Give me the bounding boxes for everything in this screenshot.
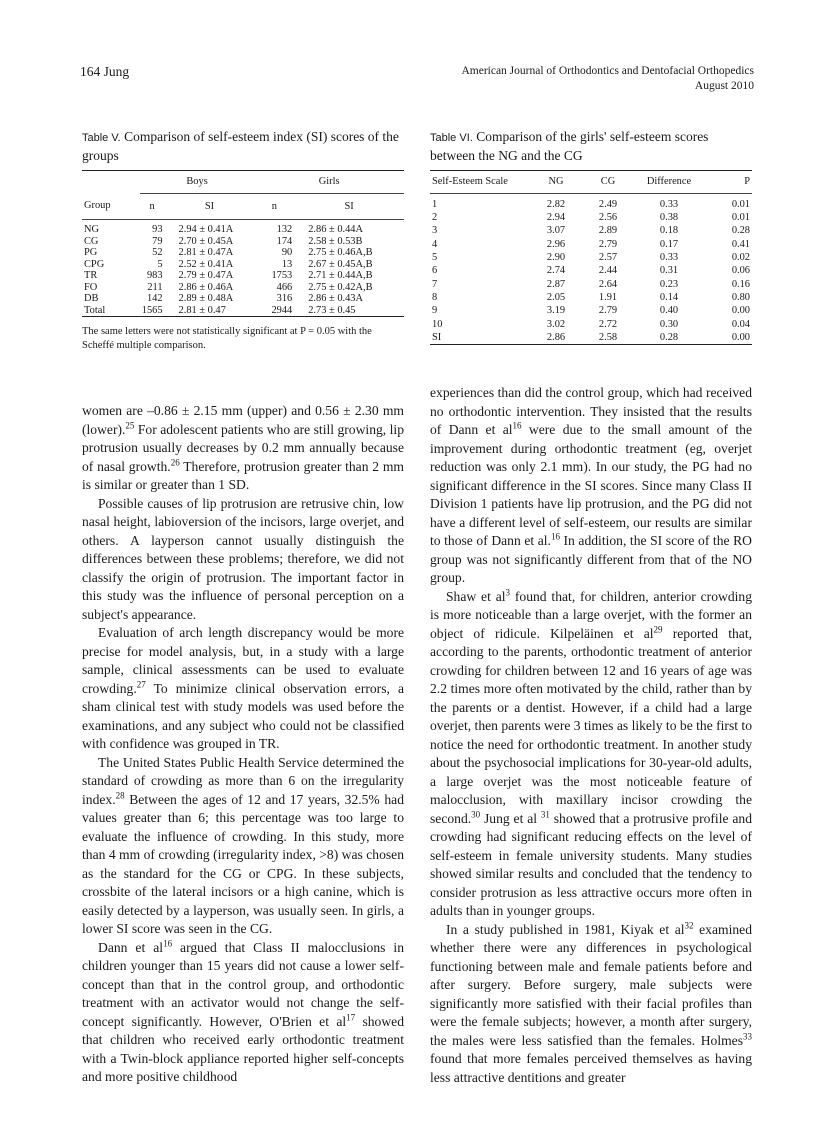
paragraph: Possible causes of lip protrusion are retrusive chin, low nasal height, labioversion of the incisors, large overjet, and others. A layperson cannot usually distinguish the differences between these problems; therefore, we did not classify the origin of protrusion. The important factor in this study was the influence of personal perception on a subject's appearance. bbox=[82, 495, 404, 622]
table-row bbox=[82, 270, 404, 282]
cell-boys-n: 211 bbox=[147, 281, 163, 293]
cell-girls-si: 2.86 ± 0.44A bbox=[308, 224, 364, 235]
table-row bbox=[430, 238, 752, 251]
running-header-right bbox=[461, 64, 754, 94]
cell-group: Total bbox=[84, 304, 106, 316]
issue-date: August 2010 bbox=[694, 80, 754, 92]
table-5-caption bbox=[82, 128, 404, 164]
table-cell: 3.02 bbox=[546, 318, 566, 330]
table-5-block bbox=[82, 128, 404, 353]
table-cell: 2.49 bbox=[598, 198, 618, 210]
table-row bbox=[430, 318, 752, 331]
table-cell: 0.04 bbox=[731, 318, 750, 330]
table-cell: 2.90 bbox=[546, 252, 566, 264]
table-row bbox=[430, 331, 752, 345]
journal-name: American Journal of Orthodontics and Dentofacial Orthopedics bbox=[461, 65, 754, 77]
cell-boys-si: 2.86 ± 0.46A bbox=[178, 281, 234, 293]
table-row bbox=[82, 259, 404, 271]
col-header-group: Group bbox=[84, 200, 111, 212]
table-cell: 2.72 bbox=[598, 318, 618, 330]
table-row bbox=[430, 225, 752, 238]
cell-boys-n: 983 bbox=[146, 270, 163, 281]
table-row bbox=[430, 211, 752, 224]
cell-boys-si: 2.81 ± 0.47 bbox=[178, 304, 226, 316]
girls-header: Girls bbox=[318, 176, 340, 187]
cell-boys-si: 2.81 ± 0.47A bbox=[178, 247, 234, 258]
table-cell: 9 bbox=[432, 305, 438, 317]
col-header: NG bbox=[548, 176, 564, 188]
table-6 bbox=[430, 170, 752, 349]
table-cell: 1 bbox=[432, 198, 438, 210]
table-6-label: Table VI. bbox=[430, 132, 473, 144]
boys-header: Boys bbox=[186, 176, 208, 187]
cell-boys-n: 79 bbox=[152, 235, 163, 247]
table-cell: 2.05 bbox=[546, 291, 566, 303]
col-header: CG bbox=[600, 176, 616, 188]
table-cell: 0.00 bbox=[731, 305, 750, 317]
running-header-left: 164 Jung bbox=[80, 64, 130, 79]
table-cell: 2.44 bbox=[598, 265, 618, 277]
table-cell: 0.33 bbox=[659, 252, 679, 264]
table-6-block bbox=[430, 128, 752, 349]
table-cell: 0.38 bbox=[659, 212, 679, 224]
table-cell: 0.18 bbox=[659, 225, 679, 237]
table-cell: 7 bbox=[432, 278, 438, 290]
table-5 bbox=[82, 170, 404, 321]
cell-girls-n: 132 bbox=[276, 224, 293, 235]
table-row bbox=[82, 236, 404, 248]
table-cell: 0.23 bbox=[659, 278, 679, 290]
table-cell: 0.02 bbox=[731, 252, 750, 264]
paragraph: women are –0.86 ± 2.15 mm (upper) and 0.56 ± 2.30 mm (lower).$^{25}$ For adolescent patients who are still growing, lip protrusion usually decreases by 0.2 mm annually because of nasal growth.$^{26}$ Therefore, protrusion greater than 2 mm is similar or greater than 1 SD. bbox=[82, 403, 404, 492]
table-cell: 2.96 bbox=[546, 238, 566, 250]
cell-girls-si: 2.73 ± 0.45 bbox=[308, 304, 356, 316]
table-cell: 5 bbox=[432, 252, 438, 264]
cell-girls-n: 174 bbox=[276, 235, 293, 247]
cell-girls-n: 1753 bbox=[271, 270, 293, 281]
table-row bbox=[82, 305, 404, 317]
table-row bbox=[82, 220, 404, 236]
cell-boys-n: 5 bbox=[157, 258, 163, 270]
table-cell: 0.31 bbox=[659, 265, 679, 277]
table-cell: 0.33 bbox=[659, 198, 679, 210]
cell-girls-n: 316 bbox=[276, 293, 293, 304]
table-cell: 2.87 bbox=[546, 278, 566, 290]
cell-group: TR bbox=[84, 270, 98, 281]
col-header: Self-Esteem Scale bbox=[432, 176, 508, 188]
table-5-label: Table V. bbox=[82, 132, 121, 144]
table-6-title: Comparison of the girls' self-esteem scores between the NG and the CG bbox=[430, 129, 709, 163]
paragraph: experiences than did the control group, which had received no orthodontic intervention. They insisted that the results of Dann et $al^{16}$ were due to the small amount of the improvement during orthodontic treatment (eg, overjet reduction was only 2.1 mm). In our study, the PG had no significant difference in the SI scores. Since many Class II Division 1 patients have lip protrusion, and the PG did not have a different level of self-esteem, our results are similar to those of Dann et al.$^{16}$ In addition, the SI score of the RO group was not significantly different from that of the NO group. bbox=[430, 385, 752, 585]
table-row bbox=[82, 293, 404, 305]
table-cell: 0.40 bbox=[659, 305, 679, 317]
cell-boys-si: 2.94 ± 0.41A bbox=[178, 224, 234, 235]
table-cell: 3 bbox=[432, 225, 438, 237]
cell-girls-si: 2.75 ± 0.46A,B bbox=[308, 247, 373, 258]
table-cell: 8 bbox=[432, 291, 438, 303]
cell-girls-n: 466 bbox=[276, 281, 293, 293]
table-cell: 2.79 bbox=[598, 305, 618, 317]
table-cell: 1.91 bbox=[598, 291, 618, 303]
table-cell: 0.17 bbox=[659, 238, 679, 250]
table-cell: 2.57 bbox=[598, 252, 618, 264]
table-cell: 2.89 bbox=[598, 225, 618, 237]
cell-group: CPG bbox=[84, 258, 105, 270]
cell-group: NG bbox=[84, 224, 100, 235]
table-cell: 2 bbox=[432, 212, 438, 224]
body-left-column bbox=[82, 402, 404, 1087]
table-cell: 0.06 bbox=[731, 265, 750, 277]
table-cell: 2.82 bbox=[546, 198, 566, 210]
col-header: P bbox=[744, 176, 750, 188]
table-row bbox=[430, 251, 752, 264]
col-header-n: n bbox=[254, 193, 294, 220]
cell-boys-n: 93 bbox=[152, 224, 163, 235]
cell-girls-si: 2.86 ± 0.43A bbox=[308, 293, 364, 304]
cell-girls-si: 2.67 ± 0.45A,B bbox=[308, 258, 373, 270]
cell-boys-si: 2.52 ± 0.41A bbox=[178, 258, 234, 270]
cell-girls-n: 13 bbox=[281, 258, 293, 270]
table-6-caption bbox=[430, 128, 752, 164]
table-row bbox=[430, 194, 752, 212]
cell-girls-n: 90 bbox=[281, 247, 293, 258]
table-5-footnote: The same letters were not statistically significant at P = 0.05 with the Scheffé multiple comparison. bbox=[82, 326, 372, 351]
table-cell: 0.30 bbox=[659, 318, 679, 330]
cell-boys-n: 52 bbox=[152, 247, 163, 258]
cell-group: CG bbox=[84, 235, 99, 247]
col-header: Difference bbox=[646, 176, 692, 188]
cell-boys-n: 1565 bbox=[141, 304, 163, 316]
cell-girls-n: 2944 bbox=[271, 304, 293, 316]
table-cell: 0.80 bbox=[731, 291, 750, 303]
paragraph: In a study published in 1981, Kiyak et $al^{32}$ examined whether there were any differences in psychological functioning between male and female patients before and after surgery. Before surgery, male subjects were significantly more satisfied with their facial profiles than were the female subjects; however, a month after surgery, the males were less satisfied than the females. Holmes$^{33}$ found that more females perceived themselves as having less attractive dentitions and greater bbox=[430, 919, 752, 1085]
table-cell: 2.58 bbox=[598, 331, 618, 343]
table-cell: 0.41 bbox=[731, 238, 750, 250]
table-cell: 0.16 bbox=[731, 278, 750, 290]
cell-boys-si: 2.79 ± 0.47A bbox=[178, 270, 234, 281]
body-right-column bbox=[430, 384, 752, 1087]
cell-girls-si: 2.71 ± 0.44A,B bbox=[308, 270, 373, 281]
table-cell: 6 bbox=[432, 265, 438, 277]
col-header-n: n bbox=[140, 193, 165, 220]
paragraph: The United States Public Health Service determined the standard of crowding as more than 6 on the irregularity index.$^{28}$ Between the ages of 12 and 17 years, 32.5% had values greater than 6; this percentage was too large to evaluate the influence of crowding. In this study, more than 4 mm of crowding (irregularity index, >8) was chosen as the standard for the CG or CPG. In these subjects, crossbite of the lateral incisors or a high canine, which is easily detected by a layperson, was usually seen. In girls, a lower SI score was seen in the CG. bbox=[82, 754, 404, 936]
table-cell: 2.64 bbox=[598, 278, 618, 290]
table-cell: 3.07 bbox=[546, 225, 566, 237]
table-cell: 0.01 bbox=[731, 198, 750, 210]
table-row bbox=[430, 264, 752, 277]
table-cell: 0.28 bbox=[731, 225, 750, 237]
col-header-si: SI bbox=[165, 193, 255, 220]
table-cell: 4 bbox=[432, 238, 438, 250]
cell-group: DB bbox=[84, 293, 99, 304]
table-row bbox=[430, 304, 752, 317]
col-header-si: SI bbox=[294, 193, 404, 220]
table-row bbox=[82, 282, 404, 294]
table-cell: SI bbox=[432, 331, 442, 343]
paragraph: Evaluation of arch length discrepancy would be more precise for model analysis, but, in a study with a large sample, clinical assessments can be used to evaluate crowding.$^{27}$ To minimize clinical observation errors, a sham clinical test with study models was used before the examinations, and any subject who could not be classified with confidence was grouped in TR. bbox=[82, 625, 404, 751]
table-cell: 2.86 bbox=[546, 331, 566, 343]
cell-group: PG bbox=[84, 247, 98, 258]
table-cell: 2.56 bbox=[598, 212, 618, 224]
table-row bbox=[430, 278, 752, 291]
cell-girls-si: 2.58 ± 0.53B bbox=[308, 235, 363, 247]
table-cell: 2.94 bbox=[546, 212, 566, 224]
paragraph: Shaw et $al^3$ found that, for children, anterior crowding is more noticeable than a large overjet, with the former an object of ridicule. Kilpeläinen et $al^{29}$ reported that, according to the parents, orthodontic treatment of anterior crowding for children between 12 and 16 years of age was 2.2 times more often motivated by the child, rather than by the parents or a dentist. However, if a child had a large overjet, then parents were 3 times as likely to be the first to notice the need for orthodontic treatment. In another study about the psychosocial implications for 30-year-old adults, a large overjet was the most noticeable feature of malocclusion, with maxillary incisor crowding the second.$^{30}$ Jung et al $^{31}$ showed that a protrusive profile and crowding had significant reducing effects on the level of self-esteem in female university students. Many studies showed similar results and concluded that the tendency to consider protrusion as less attractive occurs more often in adults than in younger groups. bbox=[430, 586, 753, 918]
table-row bbox=[430, 291, 752, 304]
table-row bbox=[82, 247, 404, 259]
table-cell: 0.01 bbox=[731, 212, 750, 224]
table-cell: 10 bbox=[432, 318, 443, 330]
table-cell: 2.74 bbox=[546, 265, 566, 277]
table-cell: 0.00 bbox=[731, 331, 750, 343]
cell-group: FO bbox=[84, 281, 98, 293]
table-cell: 0.28 bbox=[659, 331, 679, 343]
table-cell: 0.14 bbox=[659, 291, 679, 303]
table-5-title: Comparison of self-esteem index (SI) scores of the groups bbox=[82, 129, 399, 163]
table-cell: 3.19 bbox=[546, 305, 566, 317]
cell-boys-si: 2.70 ± 0.45A bbox=[178, 235, 234, 247]
cell-boys-si: 2.89 ± 0.48A bbox=[178, 293, 234, 304]
paragraph: Dann et $al^{16}$ argued that Class II malocclusions in children younger than 15 years did not cause a lower self-concept than that in the control group, and orthodontic treatment with an activator would not change the self-concept significantly. However, O'Brien et $al^{17}$ showed that children who received early orthodontic treatment with a Twin-block appliance reported higher self-concepts and more positive childhood bbox=[82, 937, 404, 1084]
table-cell: 2.79 bbox=[598, 238, 618, 250]
cell-girls-si: 2.75 ± 0.42A,B bbox=[308, 281, 373, 293]
cell-boys-n: 142 bbox=[146, 293, 163, 304]
